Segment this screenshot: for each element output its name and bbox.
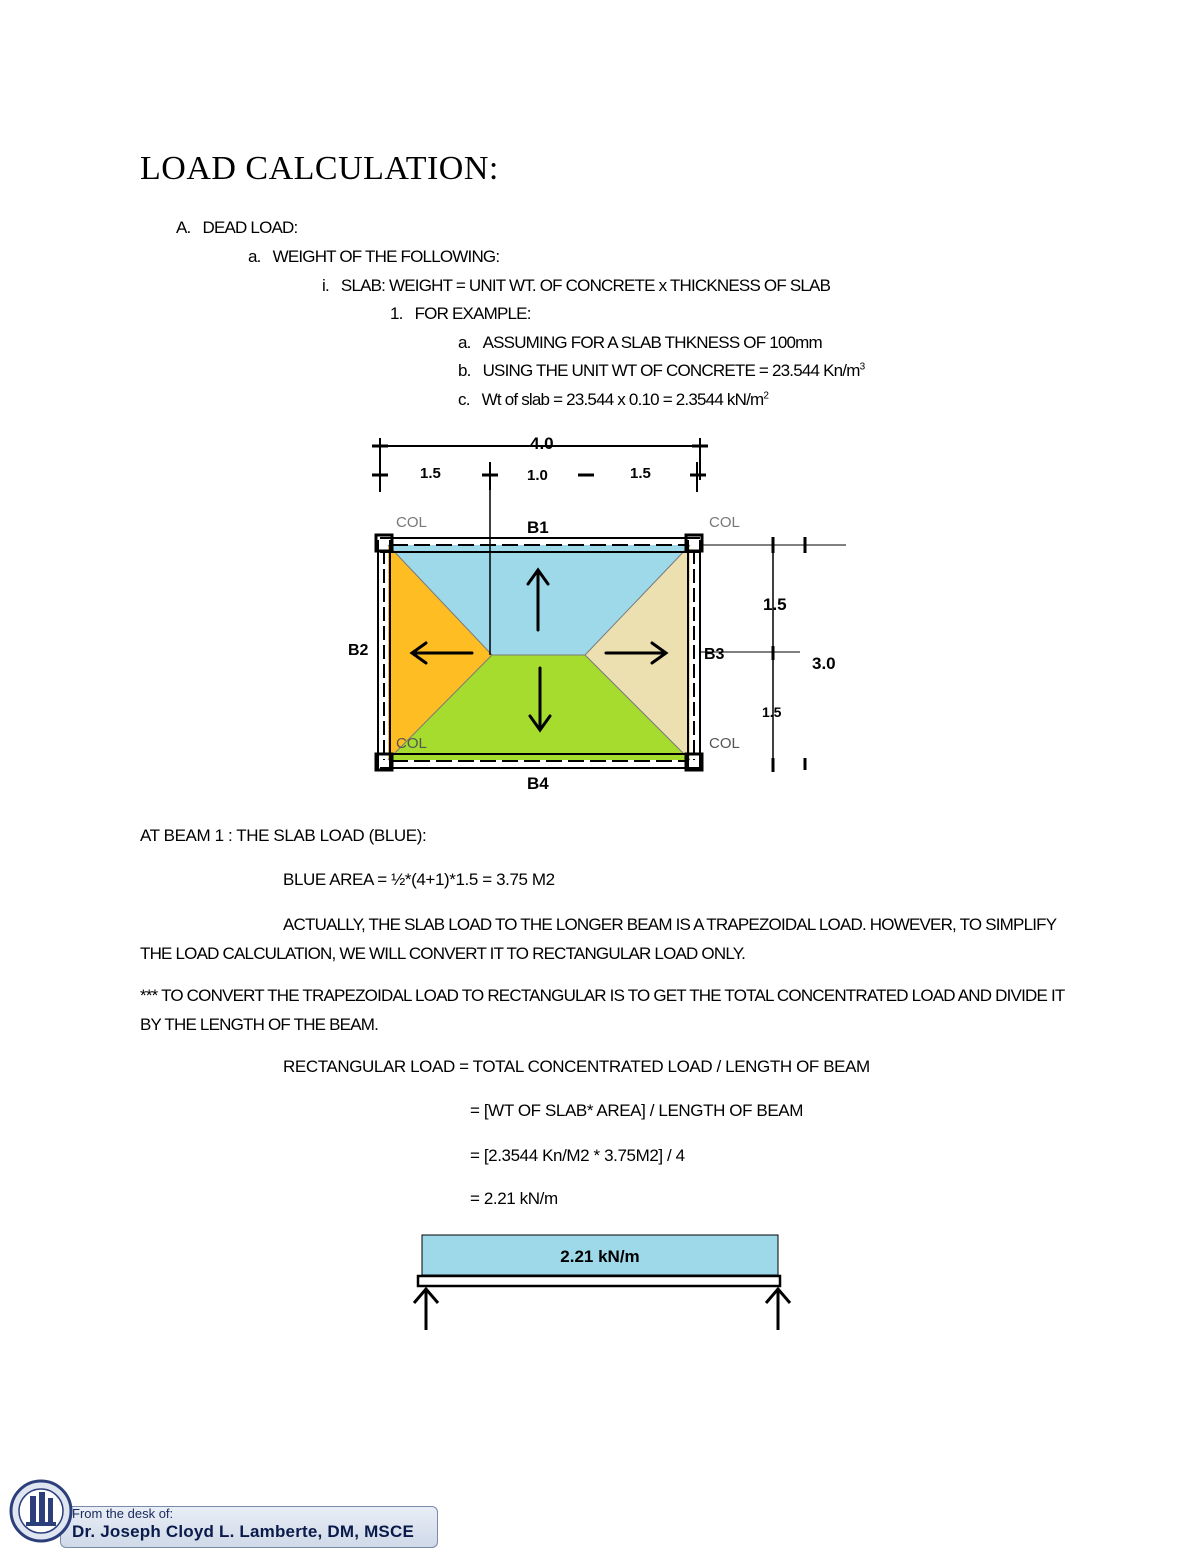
outline-marker: A.: [176, 218, 191, 237]
outline-marker: b.: [458, 361, 471, 380]
outline-marker: a.: [458, 333, 471, 352]
beam-label-b2: B2: [348, 642, 369, 659]
section-heading-beam-1: AT BEAM 1 : THE SLAB LOAD (BLUE):: [140, 826, 427, 845]
outline-text: FOR EXAMPLE:: [414, 304, 531, 323]
beam-label-b3: B3: [704, 646, 725, 663]
support-reactions: [414, 1289, 790, 1330]
column-label-top-right: COL: [709, 514, 740, 531]
column-label-top-left: COL: [396, 514, 427, 531]
dimension-total-height: 3.0: [812, 654, 836, 673]
uniform-load-label: 2.21 kN/m: [560, 1247, 640, 1266]
paragraph-trapezoidal-load: ACTUALLY, THE SLAB LOAD TO THE LONGER BEAM IS A TRAPEZOIDAL LOAD. HOWEVER, TO SIMPLIFY THE LOAD CALCULATION, WE WILL CONVERT IT TO RECTANGULAR LOAD ONLY.: [140, 915, 1056, 963]
outline-text: SLAB: WEIGHT = UNIT WT. OF CONCRETE x THICKNESS OF SLAB: [340, 276, 831, 295]
dimension-right-segment: 1.5: [630, 465, 651, 482]
outline-text: ASSUMING FOR A SLAB THKNESS OF 100mm: [482, 333, 822, 352]
outline-text: WEIGHT OF THE FOLLOWING:: [272, 247, 500, 266]
outline-text: DEAD LOAD:: [202, 218, 298, 237]
footer-author-name: Dr. Joseph Cloyd L. Lamberte, DM, MSCE: [72, 1522, 414, 1541]
outline-marker: i.: [322, 276, 329, 295]
column-label-bottom-right: COL: [709, 735, 740, 752]
superscript: 3: [859, 361, 865, 373]
outline-text: Wt of slab = 23.544 x 0.10 = 2.3544 kN/m: [481, 390, 764, 409]
author-seal-icon: [8, 1478, 74, 1544]
beam-member: [418, 1276, 780, 1286]
outline-marker: c.: [458, 390, 470, 409]
column-label-bottom-left: COL: [396, 735, 427, 752]
outline-marker: a.: [248, 247, 261, 266]
arrow-up-icon: [414, 1289, 438, 1330]
beam-load-diagram: [0, 1225, 1200, 1340]
equation-result: = 2.21 kN/m: [470, 1189, 558, 1208]
superscript: 2: [763, 390, 769, 402]
equation-step-2: = [2.3544 Kn/M2 * 3.75M2] / 4: [470, 1146, 685, 1165]
equation-step-1: = [WT OF SLAB* AREA] / LENGTH OF BEAM: [470, 1101, 803, 1120]
outline-text: USING THE UNIT WT OF CONCRETE = 23.544 Kn/m: [482, 361, 860, 380]
footer-caption: From the desk of:: [72, 1506, 174, 1521]
outline-marker: 1.: [390, 304, 403, 323]
dimension-middle-segment: 1.0: [527, 467, 548, 484]
arrow-up-icon: [766, 1289, 790, 1330]
dimension-upper-half: 1.5: [763, 595, 787, 614]
dimension-left-segment: 1.5: [420, 465, 441, 482]
beam-label-b4: B4: [527, 774, 549, 793]
blue-area-formula: BLUE AREA = ½*(4+1)*1.5 = 3.75 M2: [283, 870, 555, 889]
dimension-total-width: 4.0: [530, 434, 554, 453]
equation-rectangular-load: RECTANGULAR LOAD = TOTAL CONCENTRATED LOAD / LENGTH OF BEAM: [283, 1057, 870, 1076]
beam-label-b1: B1: [527, 518, 549, 537]
paragraph-conversion-note: *** TO CONVERT THE TRAPEZOIDAL LOAD TO RECTANGULAR IS TO GET THE TOTAL CONCENTRATED LOAD AND DIVIDE IT BY THE LENGTH OF THE BEAM.: [140, 986, 1065, 1034]
dimension-lower-half: 1.5: [762, 704, 782, 720]
page-title: LOAD CALCULATION:: [140, 150, 499, 187]
footer-signature: [8, 1478, 432, 1550]
